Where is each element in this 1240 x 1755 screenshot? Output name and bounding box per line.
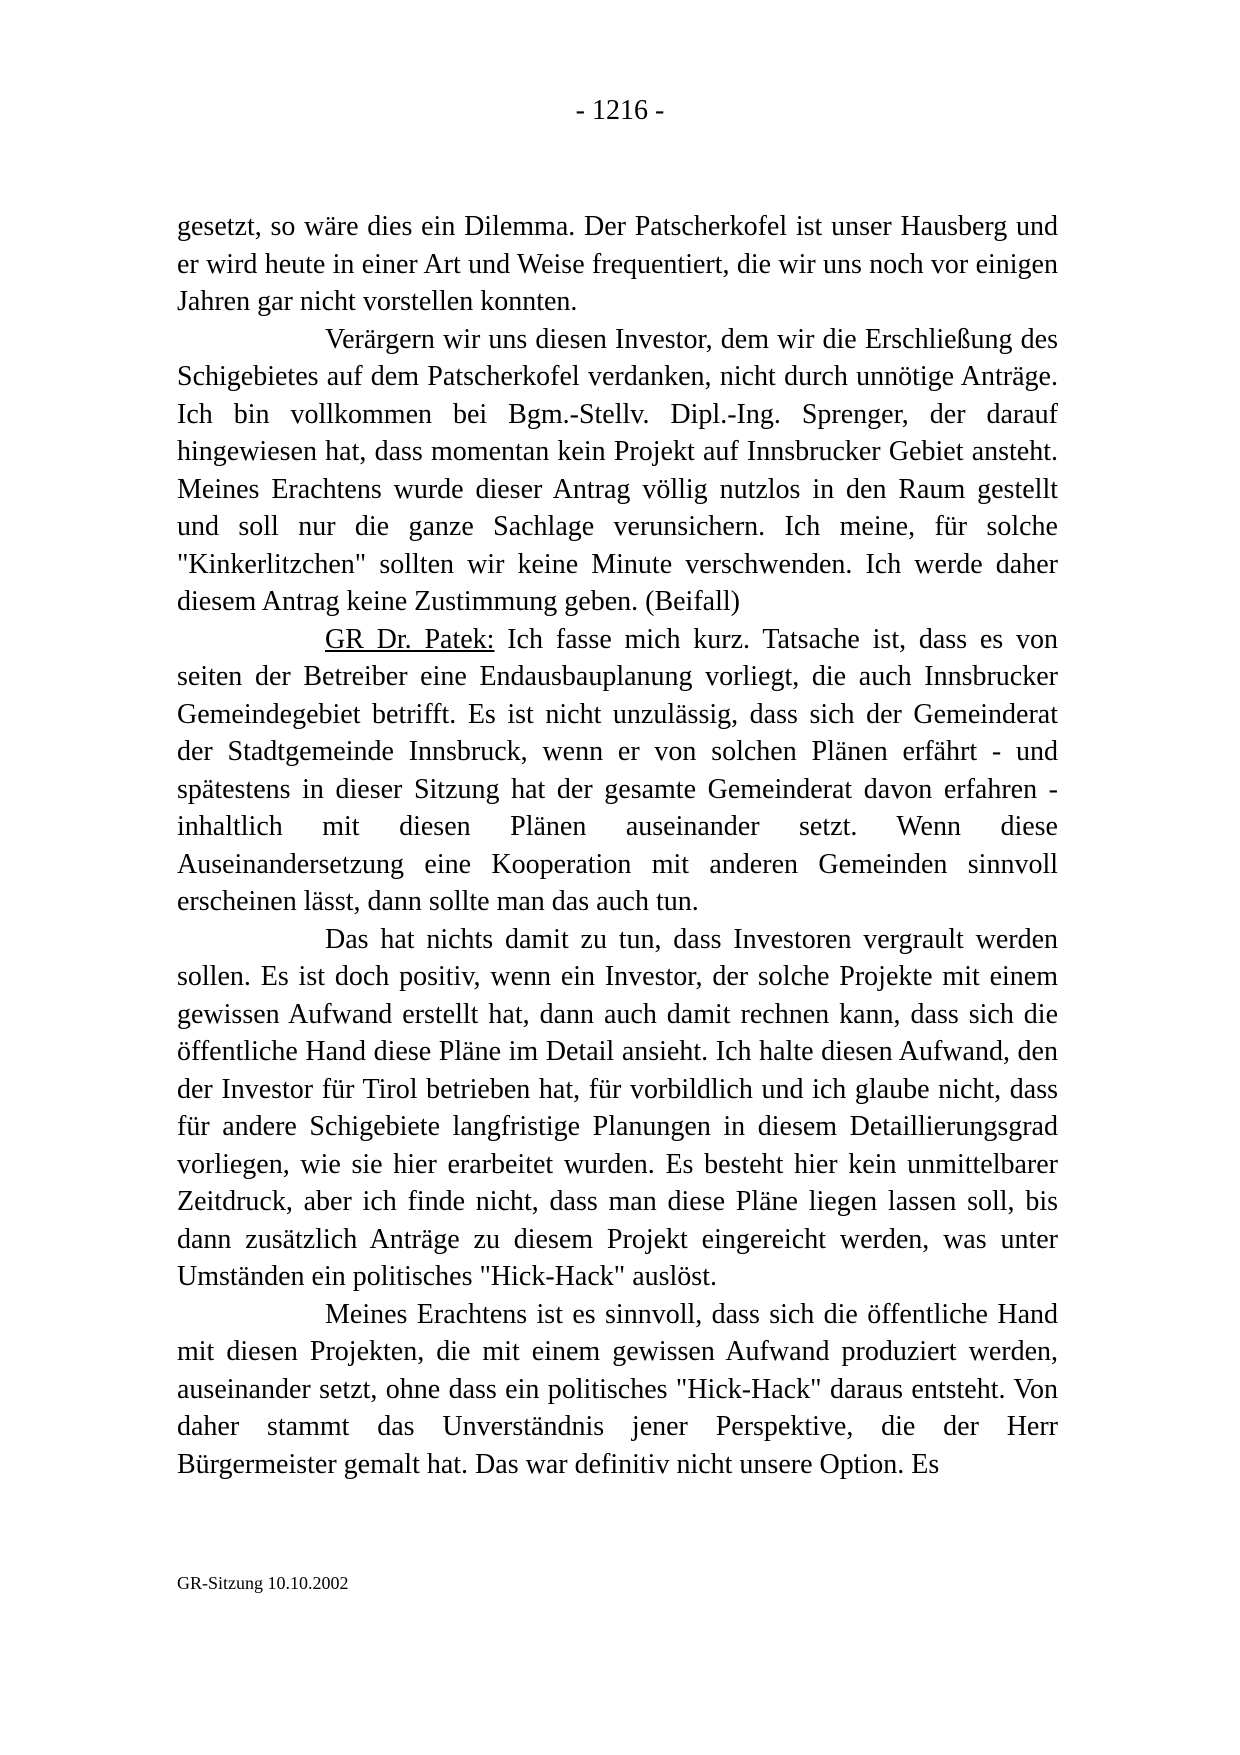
paragraph-continuation: gesetzt, so wäre dies ein Dilemma. Der Patscherkofel ist unser Hausberg und er wird heute in einer Art und Weise frequentiert, die wir uns noch vor einigen Jahren gar nicht vorstellen konnten. xyxy=(177,211,1058,317)
paragraph: Das hat nichts damit zu tun, dass Investoren vergrault werden sollen. Es ist doch positiv, wenn ein Investor, der solche Projekte mit einem gewissen Aufwand erstellt hat, dann auch damit rechnen kann, dass sich die öffentliche Hand diese Pläne im Detail ansieht. Ich halte diesen Aufwand, den der Investor für Tirol betrieben hat, für vorbildlich und ich glaube nicht, dass für andere Schigebiete langfristige Planungen in diesem Detaillierungsgrad vorliegen, wie sie hier erarbeitet wurden. Es besteht hier kein unmittelbarer Zeitdruck, aber ich finde nicht, dass man diese Pläne liegen lassen soll, bis dann zusätzlich Anträge zu diesem Projekt eingereicht werden, was unter Umständen ein politisches "Hick-Hack" auslöst. xyxy=(177,923,1058,1292)
speaker-paragraph xyxy=(177,621,1058,921)
document-body xyxy=(177,208,1058,1483)
paragraph: Verärgern wir uns diesen Investor, dem wir die Erschließung des Schigebietes auf dem Patscherkofel verdanken, nicht durch unnötige Anträge. Ich bin vollkommen bei Bgm.-Stellv. Dipl.-Ing. Sprenger, der darauf hingewiesen hat, dass momentan kein Projekt auf Innsbrucker Gebiet ansteht. Meines Erachtens wurde dieser Antrag völlig nutzlos in den Raum gestellt und soll nur die ganze Sachlage verunsichern. Ich meine, für solche "Kinkerlitzchen" sollten wir keine Minute verschwenden. Ich werde daher diesem Antrag keine Zustimmung geben. (Beifall) xyxy=(177,323,1058,617)
footer-session-date: GR-Sitzung 10.10.2002 xyxy=(177,1573,349,1593)
speaker-name: GR Dr. Patek: xyxy=(325,623,495,655)
page-number: - 1216 - xyxy=(575,95,665,126)
paragraph: Meines Erachtens ist es sinnvoll, dass sich die öffentliche Hand mit diesen Projekten, die mit einem gewissen Aufwand produziert werden, auseinander setzt, ohne dass ein politisches "Hick-Hack" daraus entsteht. Von daher stammt das Unverständnis jener Perspektive, die der Herr Bürgermeister gemalt hat. Das war definitiv nicht unsere Option. Es xyxy=(177,1298,1058,1480)
speaker-statement: Ich fasse mich kurz. Tatsache ist, dass es von seiten der Betreiber eine Endausbauplanung vorliegt, die auch Innsbrucker Gemeindegebiet betrifft. Es ist nicht unzulässig, dass sich der Gemeinderat der Stadtgemeinde Innsbruck, wenn er von solchen Plänen erfährt - und spätestens in dieser Sitzung hat der gesamte Gemeinderat davon erfahren - inhaltlich mit diesen Plänen auseinander setzt. Wenn diese Auseinandersetzung eine Kooperation mit anderen Gemeinden sinnvoll erscheinen lässt, dann sollte man das auch tun. xyxy=(177,623,1058,917)
